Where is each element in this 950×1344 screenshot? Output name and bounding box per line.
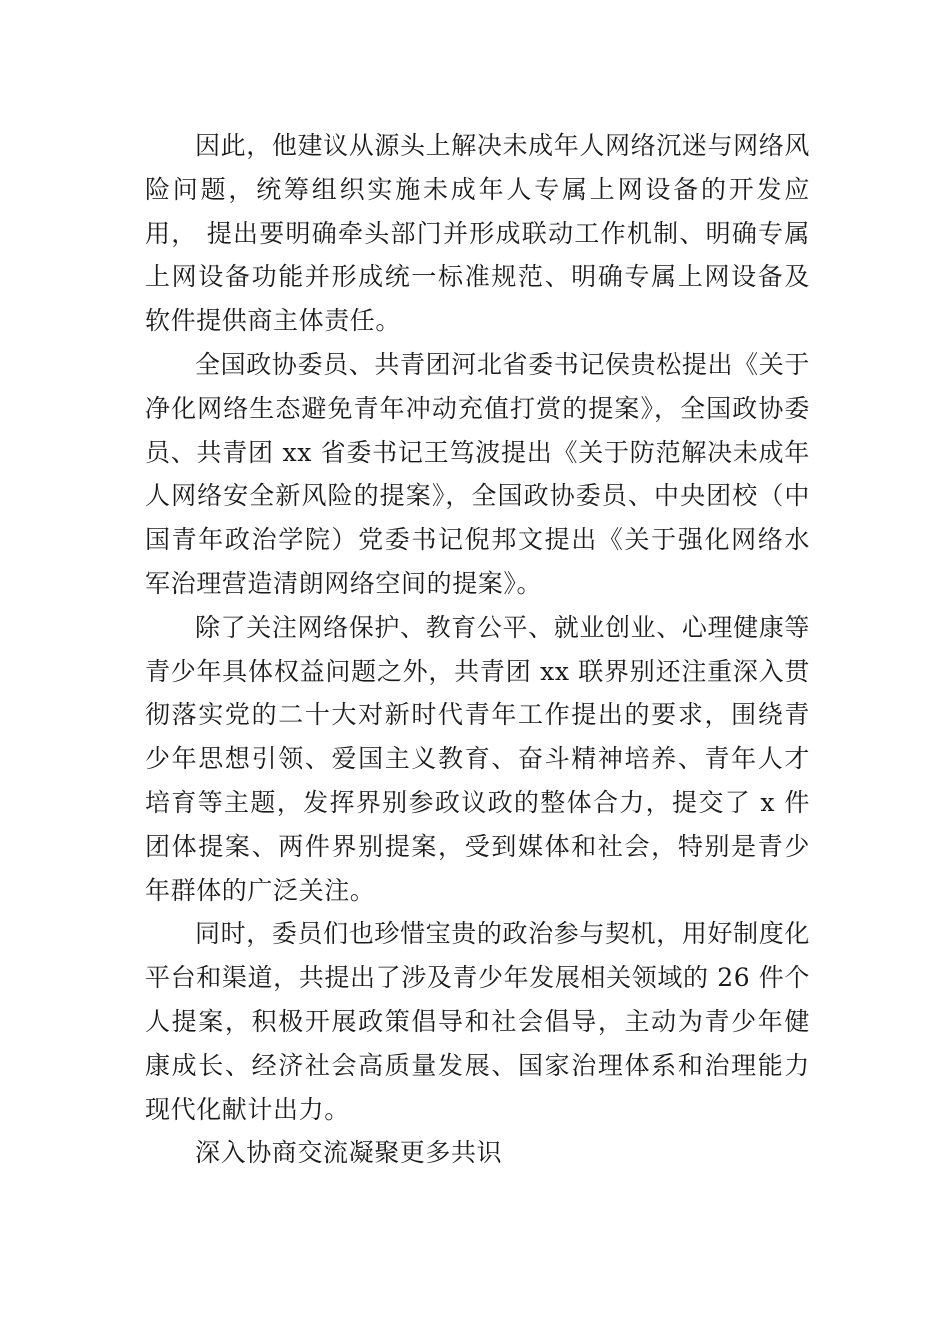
- document-body: [145, 124, 810, 1175]
- paragraph-2: 全国政协委员、共青团河北省委书记侯贵松提出《关于净化网络生态避免青年冲动充值打赏的提案》，全国政协委 员、共青团 xx 省委书记王笃波提出《关于防范解决未成年人网络安全新风险的提案》，全国政协委员、中央团校（中国青年政治学院）党委书记倪邦文提出《关于强化网络水军治理营造清朗网络空间的提案》。: [145, 349, 810, 598]
- paragraph-4: 同时，委员们也珍惜宝贵的政治参与契机，用好制度化平台和渠道，共提出了涉及青少年发展相关领域的 26 件个人提案，积极开展政策倡导和社会倡导，主动为青少年健康成长、经济社会高质量发展、国家治理体系和治理能力现代化献计出力。: [145, 919, 810, 1124]
- section-heading: 深入协商交流凝聚更多共识: [195, 1138, 503, 1168]
- paragraph-3: 除了关注网络保护、教育公平、就业创业、心理健康等青少年具体权益问题之外，共青团 xx 联界别还注重深入贯彻落实党的二十大对新时代青年工作提出的要求，围绕青少年思想引领、爱国主义教育、奋斗精神培养、青年人才培育等主题，发挥界别参政议政的整体合力，提交了 x 件团体提案、两件界别提案，受到媒体和社会，特别是青少年群体的广泛关注。: [145, 612, 810, 905]
- paragraph-1: 因此，他建议从源头上解决未成年人网络沉迷与网络风险问题，统筹组织实施未成年人专属上网设备的开发应用， 提出要明确牵头部门并形成联动工作机制、明确专属上网设备功能并形成统一标准规范、明确专属上网设备及软件提供商主体责任。: [145, 131, 810, 336]
